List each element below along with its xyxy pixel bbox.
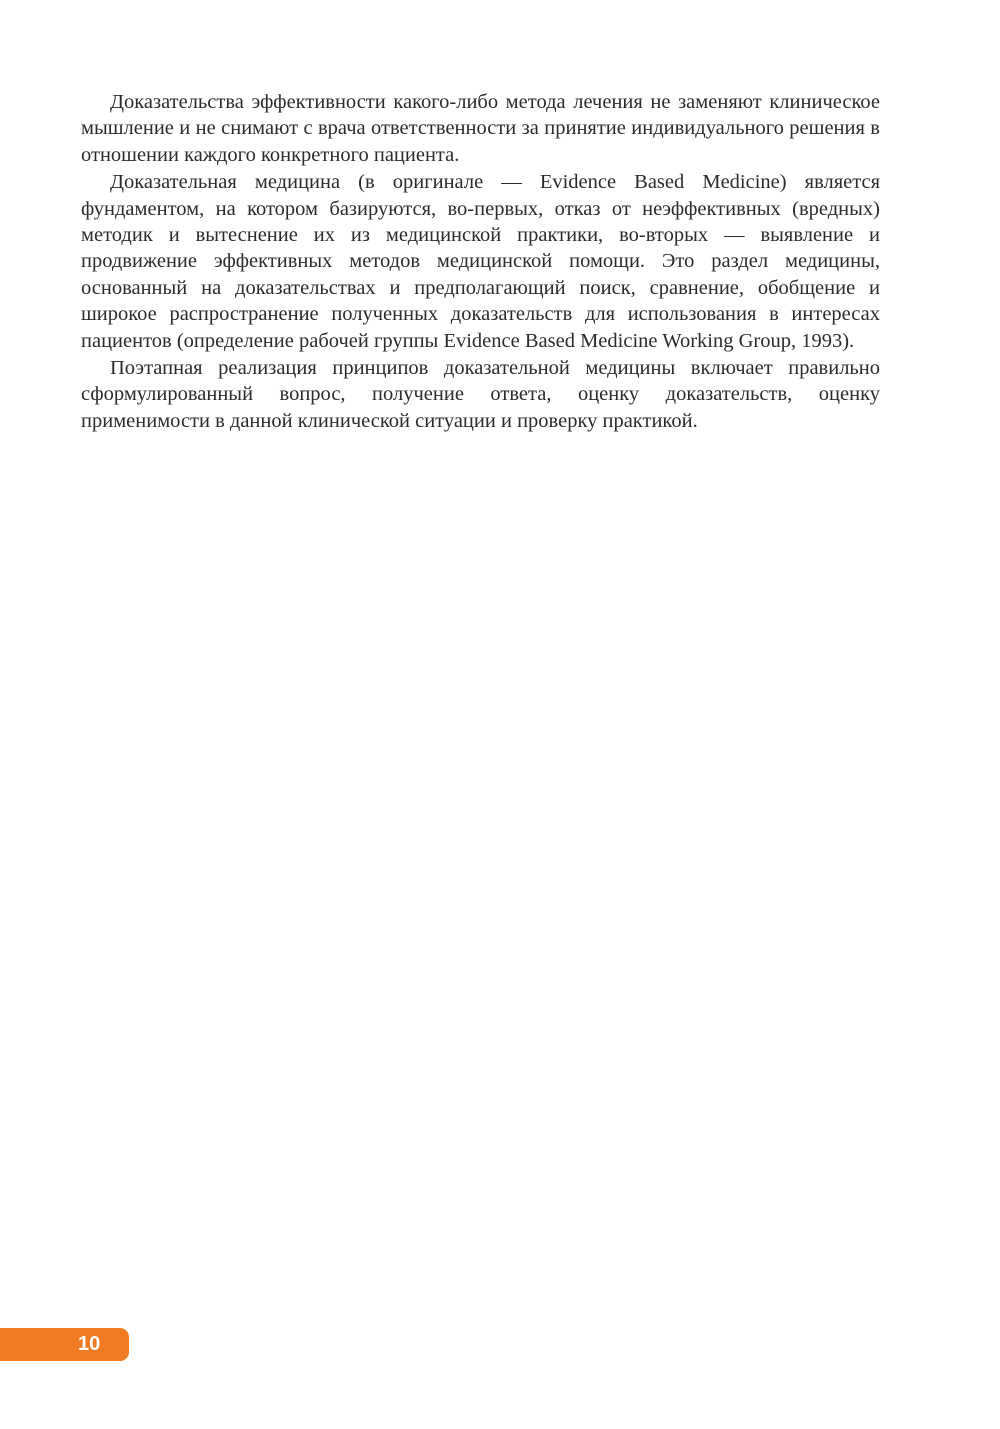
paragraph-2: Доказательная медицина (в оригинале — Evidence Based Medicine) является фундаментом, на котором базируются, во-первых, отказ от неэффективных (вредных) методик и вытеснение их из медицинской практики, во-вторых — выявление и продвижение эффективных методов медицинской помощи. Это раздел медицины, основанный на доказательствах и предполагающий поиск, сравнение, обобщение и широкое распространение полученных доказательств для использования в интересах пациентов (определение рабочей группы Evidence Based Medicine Working Group, 1993). <box>81 171 880 352</box>
paragraph-1: Доказательства эффективности какого-либо метода лечения не заменяют клиническое мышление и не снимают с врача ответственности за принятие индивидуального решения в отношении каждого конкретного пациента. <box>81 91 880 166</box>
page-number: 10 <box>78 1333 101 1355</box>
page-number-tab <box>0 1328 129 1361</box>
body-text <box>81 89 880 435</box>
paragraph-3: Поэтапная реализация принципов доказательной медицины включает правильно сформулированный вопрос, получение ответа, оценку доказательств, оценку применимости в данной клинической ситуации и проверку практикой. <box>81 357 880 432</box>
